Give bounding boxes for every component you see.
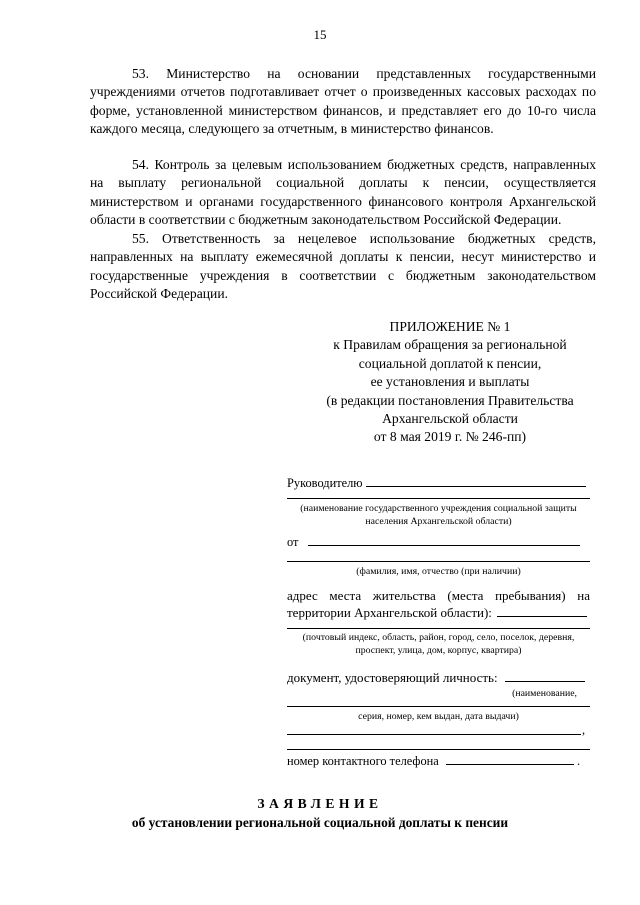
address-field-line <box>287 628 590 629</box>
head-hint: (наименование государственного учреждения социальной защиты населения Архангельской области) <box>300 503 577 527</box>
address-field[interactable] <box>497 605 587 617</box>
phone-tail: . <box>577 754 581 768</box>
from-field-line <box>287 561 590 562</box>
head-field-line <box>287 498 590 499</box>
document-field-line <box>287 706 590 707</box>
appendix-block <box>300 318 600 447</box>
page-number: 15 <box>313 27 327 42</box>
document-label: документ, удостоверяющий личность: <box>287 670 498 685</box>
from-label: от <box>287 535 299 549</box>
document-subtitle: об установлении региональной социальной доплаты к пенсии <box>131 815 509 830</box>
appendix-line: (в редакции постановления Правительства <box>326 392 574 408</box>
appendix-line: социальной доплатой к пенсии, <box>358 355 542 371</box>
head-field[interactable] <box>366 475 586 487</box>
document-field-line-3 <box>287 749 590 750</box>
comma: , <box>582 723 586 737</box>
document-title: ЗАЯВЛЕНИЕ <box>257 796 383 811</box>
phone-field[interactable] <box>446 753 574 765</box>
document-field[interactable] <box>505 670 585 682</box>
phone-label: номер контактного телефона <box>287 754 439 768</box>
appendix-line: Архангельской области <box>382 411 518 427</box>
appendix-title: ПРИЛОЖЕНИЕ № 1 <box>389 319 511 334</box>
address-label: адрес места жительства (места пребывания) на <box>287 588 590 603</box>
paragraph-53: 53. Министерство на основании представленных государственными учреждениями отчетов подготавливает отчет о произведенных кассовых расходах по форме, установленной министерством финансов, и представляет его до 10-го числа каждого месяца, следующего за отчетным, в министерство финансов. <box>90 66 596 137</box>
paragraph-54: 54. Контроль за целевым использованием бюджетных средств, направленных на выплату региональной социальной доплаты к пенсии, осуществляется министерством и органами государственного финансового контроля Архангельской области в соответствии с бюджетным законодательством Российской Федерации. <box>90 157 596 228</box>
from-field[interactable] <box>308 534 580 546</box>
document-hint-2: серия, номер, кем выдан, дата выдачи) <box>358 711 519 722</box>
name-hint: (фамилия, имя, отчество (при наличии) <box>356 566 521 577</box>
head-label: Руководителю <box>287 476 363 490</box>
address-hint: (почтовый индекс, область, район, город, село, поселок, деревня, проспект, улица, дом, корпус, квартира) <box>302 632 575 656</box>
document-hint-1: (наименование, <box>512 688 577 699</box>
appendix-line: к Правилам обращения за региональной <box>333 337 567 353</box>
address-label-2: территории Архангельской области): <box>287 605 492 620</box>
appendix-line: от 8 мая 2019 г. № 246-пп) <box>373 429 527 445</box>
document-field-line-2 <box>287 734 581 735</box>
paragraph-55: 55. Ответственность за нецелевое использование бюджетных средств, направленных на выплату ежемесячной доплаты к пенсии, несут министерство и государственные учреждения в соответствии с бюджетным законодательством Российской Федерации. <box>90 231 596 302</box>
appendix-line: ее установления и выплаты <box>370 374 530 390</box>
